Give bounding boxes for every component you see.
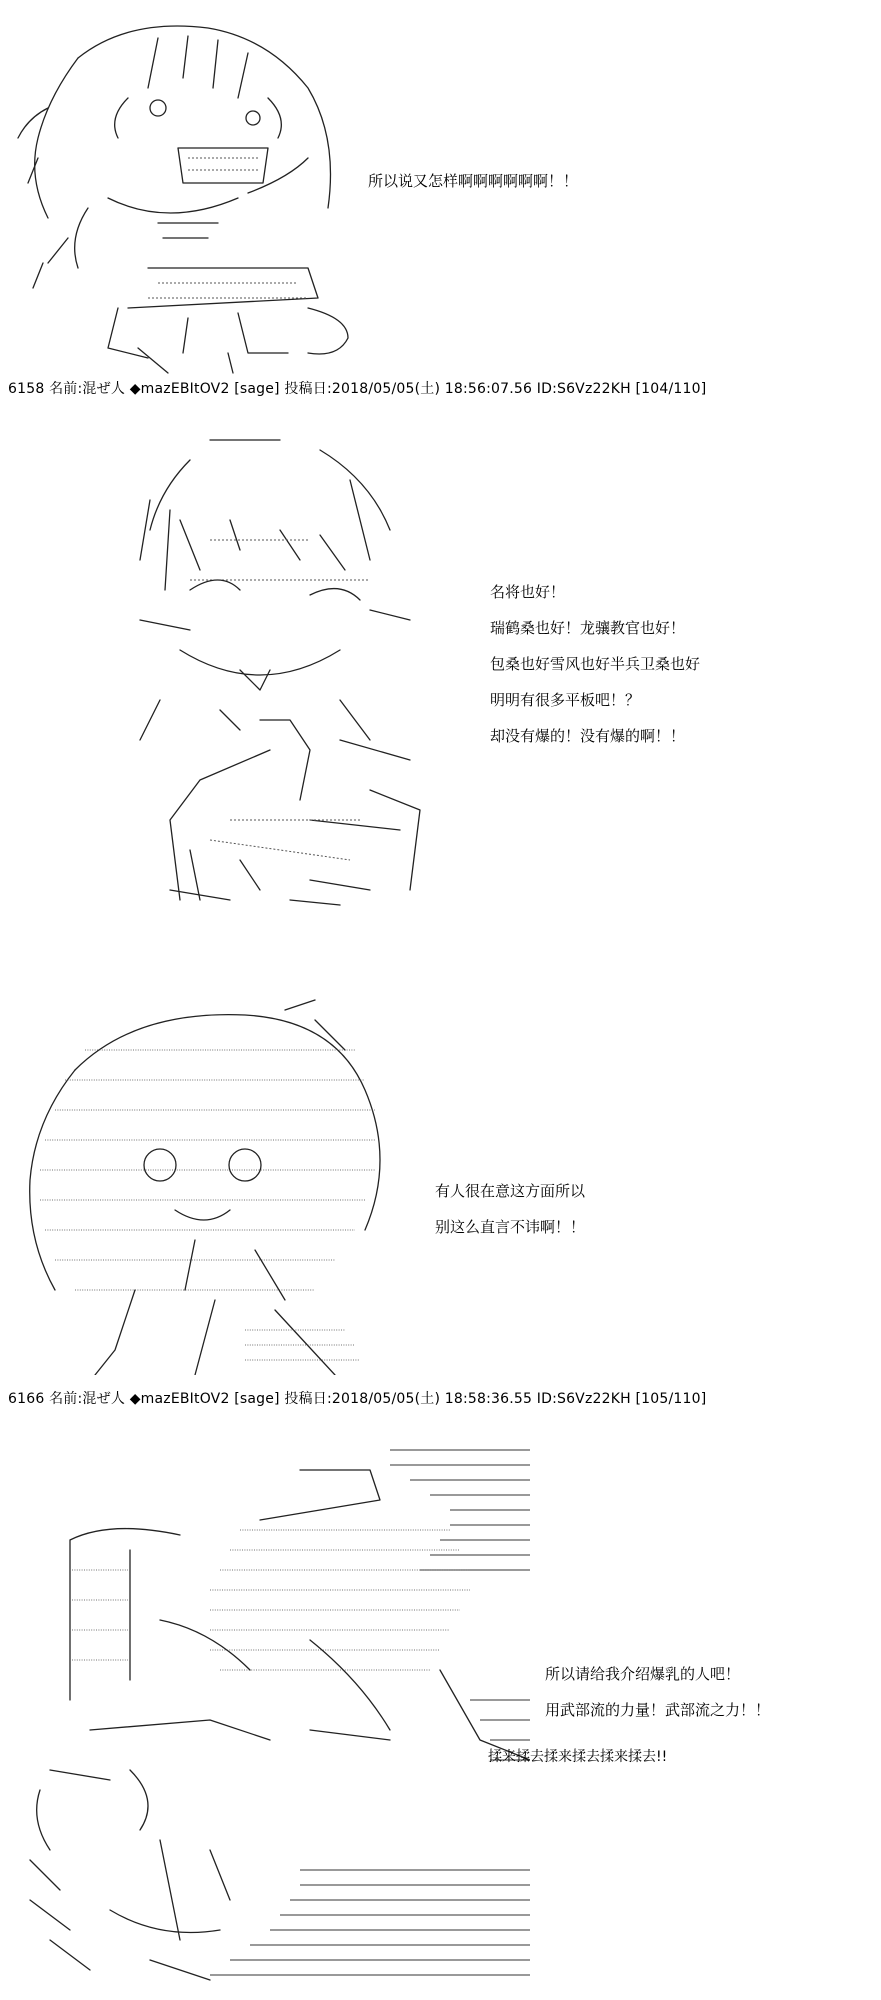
poster-name: 混ぜ人 (82, 1391, 126, 1407)
mail-field: [sage] (234, 1391, 280, 1407)
dialogue-line: 有人很在意这方面所以 (435, 1182, 586, 1200)
date-label: 投稿日: (284, 1391, 332, 1407)
ascii-art-character-2 (110, 420, 450, 910)
post-header-6158 (8, 380, 706, 398)
post-count: [104/110] (635, 381, 707, 397)
panel-1-dialogue (368, 172, 578, 208)
post-count: [105/110] (635, 1391, 707, 1407)
poster-trip: ◆mazEBItOV2 (129, 1391, 230, 1407)
post-date: 2018/05/05(土) 18:58:36.55 (331, 1391, 533, 1407)
dialogue-line: 瑞鹤桑也好！龙骧教官也好！ (490, 619, 686, 637)
poster-id: ID:S6Vz22KH (536, 381, 631, 397)
dialogue-line: 所以说又怎样啊啊啊啊啊啊！！ (368, 172, 579, 190)
poster-id: ID:S6Vz22KH (536, 1391, 631, 1407)
dialogue-line: 却没有爆的！没有爆的啊！！ (490, 727, 686, 745)
ascii-art-character-1 (8, 8, 388, 380)
dialogue-line: 别这么直言不讳啊！！ (435, 1218, 586, 1236)
dialogue-line: 包桑也好雪风也好半兵卫桑也好 (490, 655, 701, 673)
name-label: 名前: (49, 381, 83, 397)
dialogue-line: 明明有很多平板吧！？ (490, 691, 641, 709)
dialogue-line: 用武部流的力量！武部流之力！！ (545, 1701, 771, 1719)
dialogue-line: 所以请给我介绍爆乳的人吧！ (545, 1665, 741, 1683)
panel-2-dialogue (490, 583, 700, 763)
post-number: 6158 (8, 381, 45, 397)
date-label: 投稿日: (284, 381, 332, 397)
poster-name: 混ぜ人 (82, 381, 126, 397)
sfx-text: 揉来揉去揉来揉去揉来揉去!! (488, 1749, 668, 1765)
post-number: 6166 (8, 1391, 45, 1407)
ascii-art-character-4 (10, 1440, 530, 1985)
ascii-art-character-3 (15, 990, 415, 1375)
poster-trip: ◆mazEBItOV2 (129, 381, 230, 397)
name-label: 名前: (49, 1391, 83, 1407)
post-header-6166 (8, 1390, 706, 1408)
panel-4-dialogue (545, 1665, 770, 1737)
post-date: 2018/05/05(土) 18:56:07.56 (331, 381, 533, 397)
mail-field: [sage] (234, 381, 280, 397)
panel-3-dialogue (435, 1182, 585, 1254)
dialogue-line: 名将也好！ (490, 583, 566, 601)
